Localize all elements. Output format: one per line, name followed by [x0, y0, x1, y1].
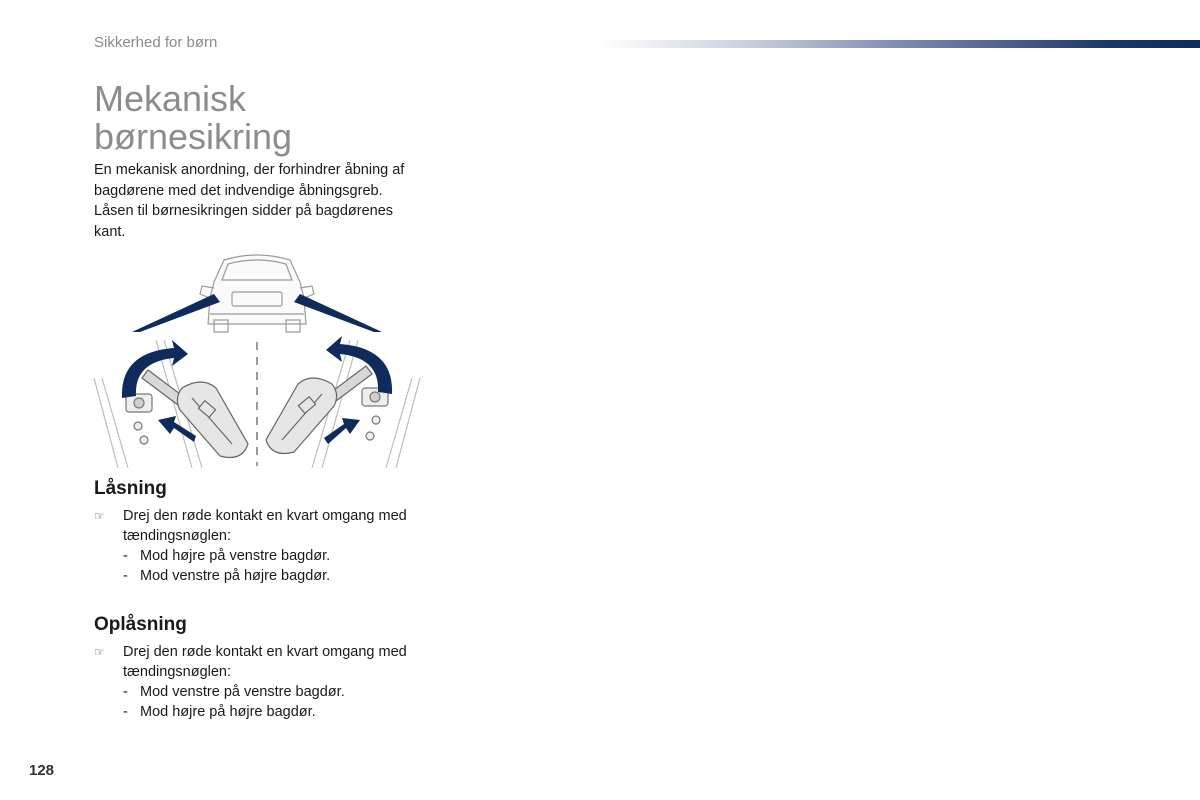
car-rear-icon	[200, 255, 314, 332]
hand-pointer-icon: ☞	[94, 509, 105, 523]
section-header: Sikkerhed for børn	[94, 34, 218, 51]
unlocking-item-2: Mod højre på højre bagdør.	[140, 704, 316, 720]
list-item: - Mod venstre på venstre bagdør.	[123, 684, 345, 700]
list-item: - Mod højre på venstre bagdør.	[123, 548, 331, 564]
list-item: - Mod venstre på højre bagdør.	[123, 568, 331, 584]
header-gradient-bar	[600, 40, 1200, 48]
locking-item-2: Mod venstre på højre bagdør.	[140, 568, 331, 584]
page-title-line2: børnesikring	[94, 116, 293, 157]
hand-pointer-icon: ☞	[94, 645, 105, 659]
unlocking-item-1: Mod venstre på venstre bagdør.	[140, 684, 345, 700]
list-item: - Mod højre på højre bagdør.	[123, 704, 316, 720]
unlocking-heading: Oplåsning	[94, 614, 187, 635]
left-lock-mechanism-icon	[126, 394, 152, 444]
locking-instruction	[94, 506, 414, 546]
right-rotate-arrow-icon	[326, 336, 392, 394]
unlocking-instruction-text: Drej den røde kontakt en kvart omgang med tændingsnøglen:	[123, 644, 407, 680]
left-pointer-wedge	[132, 294, 220, 332]
intro-text: En mekanisk anordning, der forhindrer åbning af bagdørene med det indvendige åbningsgreb. Låsen til børnesikringen sidder på bagdørenes kant.	[94, 162, 405, 240]
locking-heading: Låsning	[94, 478, 167, 499]
child-lock-illustration	[92, 248, 422, 470]
right-push-arrow-icon	[324, 418, 360, 444]
right-key-icon	[266, 366, 372, 454]
right-pointer-wedge	[294, 294, 382, 332]
unlocking-instruction	[94, 642, 414, 682]
page-number: 128	[29, 762, 55, 779]
right-lock-mechanism-icon	[362, 388, 388, 440]
locking-item-1: Mod højre på venstre bagdør.	[140, 548, 331, 564]
locking-instruction-text: Drej den røde kontakt en kvart omgang med tændingsnøglen:	[123, 508, 407, 544]
page-title	[94, 80, 424, 156]
page-title-line1: Mekanisk	[94, 78, 247, 119]
